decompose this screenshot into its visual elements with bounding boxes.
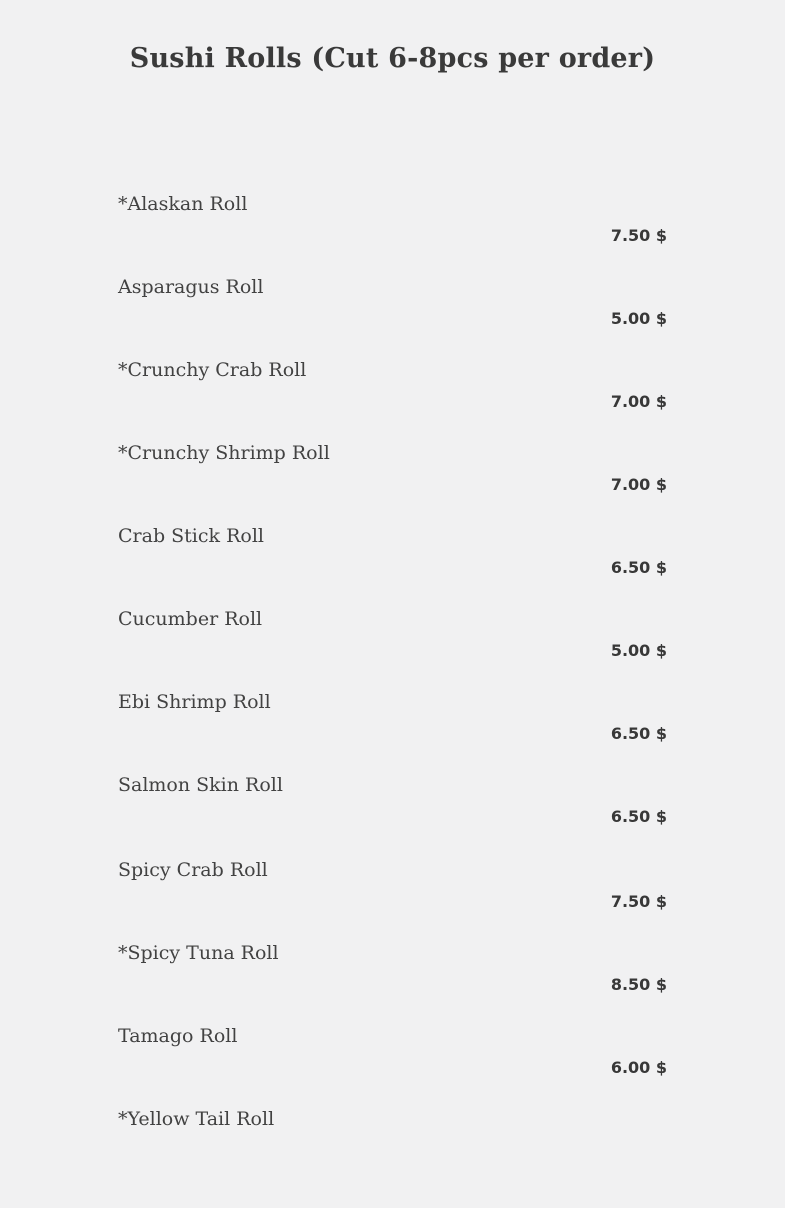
menu-page (0, 41, 785, 1132)
menu-item-price: 5.00 $ (610, 309, 667, 328)
menu-item-price: 7.50 $ (610, 892, 667, 911)
menu-item-price: 6.50 $ (610, 558, 667, 577)
menu-item (118, 1023, 667, 1079)
menu-item (118, 191, 667, 247)
menu-item-name: *Spicy Tuna Roll (118, 942, 279, 964)
menu-item-name: Tamago Roll (118, 1025, 238, 1047)
menu-item (118, 440, 667, 496)
menu-item (118, 689, 667, 745)
menu-item-name: *Yellow Tail Roll (118, 1108, 275, 1130)
page-title: Sushi Rolls (Cut 6-8pcs per order) (129, 43, 656, 74)
menu-item-price: 7.00 $ (610, 475, 667, 494)
menu-list (118, 191, 667, 1132)
menu-item (118, 1106, 667, 1132)
menu-item-name: Asparagus Roll (118, 276, 264, 298)
menu-item-price: 6.50 $ (610, 724, 667, 743)
menu-item-name: Salmon Skin Roll (118, 774, 283, 796)
menu-item-name: Spicy Crab Roll (118, 859, 268, 881)
menu-item-name: *Crunchy Shrimp Roll (118, 442, 330, 464)
menu-item-price: 6.50 $ (610, 807, 667, 826)
menu-item (118, 274, 667, 330)
menu-item (118, 606, 667, 662)
menu-item-price: 6.00 $ (610, 1058, 667, 1077)
menu-item-price: 5.00 $ (610, 641, 667, 660)
menu-item-name: *Crunchy Crab Roll (118, 359, 307, 381)
menu-item (118, 357, 667, 413)
menu-item (118, 857, 667, 913)
menu-item-name: Crab Stick Roll (118, 525, 264, 547)
menu-item-price: 8.50 $ (610, 975, 667, 994)
menu-item (118, 523, 667, 579)
menu-item-name: Cucumber Roll (118, 608, 263, 630)
menu-item-price: 7.00 $ (610, 392, 667, 411)
menu-item-name: Ebi Shrimp Roll (118, 691, 271, 713)
menu-item-name: *Alaskan Roll (118, 193, 248, 215)
menu-item-price: 7.50 $ (610, 226, 667, 245)
menu-item (118, 940, 667, 996)
menu-item (118, 772, 667, 828)
